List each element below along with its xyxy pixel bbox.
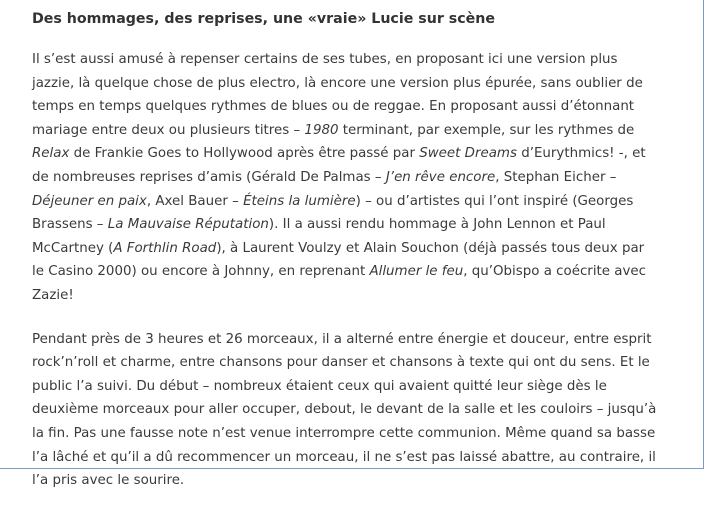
paragraph-line: la fin. Pas une fausse note n’est venue interrompre cette communion. Même quand sa basse [32, 425, 656, 441]
paragraph-line: l’a lâché et qu’il a dû recommencer un morceau, il ne s’est pas laissé abattre, au contraire, il [32, 449, 656, 465]
paragraph-line: mariage entre deux ou plusieurs titres – 1980 terminant, par exemple, sur les rythmes de [32, 122, 635, 138]
section-heading: Des hommages, des reprises, une «vraie» Lucie sur scène [32, 11, 495, 27]
paragraph-2 [32, 328, 694, 493]
song-title: Allumer le feu [369, 264, 464, 280]
song-title: Sweet Dreams [419, 146, 517, 162]
song-title: A Forthlin Road [113, 240, 217, 256]
paragraph-line: jazzie, là quelque chose de plus electro, là encore une version plus épurée, sans oublier de [32, 75, 643, 91]
paragraph-line: rock’n’roll et charme, entre chansons pour danser et chansons à texte qui ont du sens. Et le [32, 355, 650, 371]
paragraph-line: deuxième morceaux pour aller occuper, debout, le devant de la salle et les couloirs – jusqu’à [32, 402, 657, 418]
paragraph-line: temps en temps quelques rythmes de blues ou de reggae. En proposant aussi d’étonnant [32, 99, 635, 115]
paragraph-line: Zazie! [32, 287, 74, 303]
paragraph-line: McCartney (A Forthlin Road), à Laurent Voulzy et Alain Souchon (déjà passés tous deux par [32, 240, 645, 256]
paragraph-line: Pendant près de 3 heures et 26 morceaux, il a alterné entre énergie et douceur, entre esprit [32, 331, 652, 347]
song-title: J’en rêve encore [385, 169, 496, 185]
paragraph-1 [32, 48, 694, 308]
paragraph-line: Il s’est aussi amusé à repenser certains de ses tubes, en proposant ici une version plus [32, 52, 618, 67]
article-content [32, 8, 694, 513]
song-title: Relax [32, 146, 70, 162]
paragraph-line: Déjeuner en paix, Axel Bauer – Éteins la lumière) – ou d’artistes qui l’ont inspiré (Georges [32, 193, 634, 209]
paragraph-line: Brassens – La Mauvaise Réputation). Il a aussi rendu hommage à John Lennon et Paul [32, 217, 606, 233]
paragraph-line: le Casino 2000) ou encore à Johnny, en reprenant Allumer le feu, qu’Obispo a coécrite avec [32, 264, 647, 280]
song-title: Déjeuner en paix [32, 193, 147, 209]
paragraph-line: l’a pris avec le sourire. [32, 473, 185, 489]
song-title: 1980 [304, 122, 339, 138]
paragraph-line: Relax de Frankie Goes to Hollywood après être passé par Sweet Dreams d’Eurythmics! -, et [32, 146, 646, 162]
paragraph-line: public l’a suivi. Du début – nombreux étaient ceux qui avaient quitté leur siège dès le [32, 378, 607, 394]
paragraph-line: de nombreuses reprises d’amis (Gérald De Palmas – J’en rêve encore, Stephan Eicher – [32, 169, 617, 185]
song-title: Éteins la lumière [243, 193, 356, 209]
song-title: La Mauvaise Réputation [107, 217, 269, 233]
